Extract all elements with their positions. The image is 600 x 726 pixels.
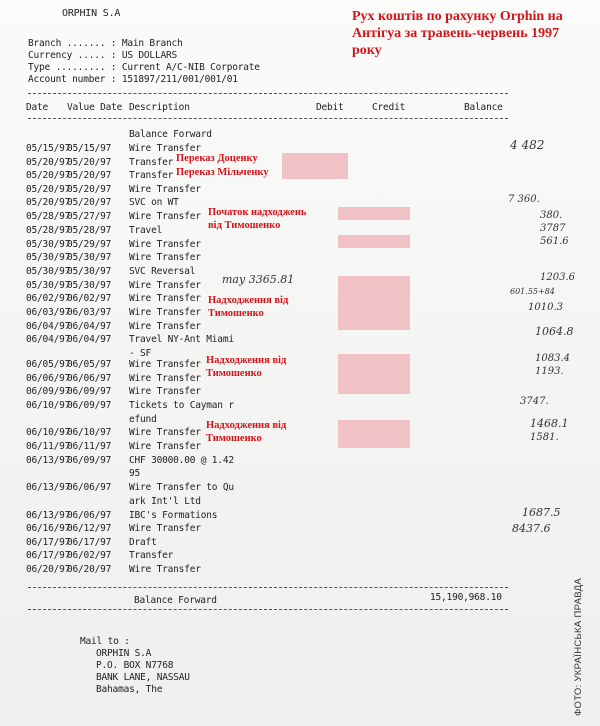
row-value-date: 05/20/97 [67,157,112,168]
row-value-date: 06/02/97 [67,293,112,304]
account-currency: Currency ..... : US DOLLARS [28,50,178,61]
handwritten-note: 1010.3 [528,302,563,313]
row-value-date: 06/06/97 [67,510,112,521]
row-date: 06/11/97 [26,441,71,452]
row-date: 06/13/97 [26,482,71,493]
row-description: Wire Transfer [129,359,201,370]
row-value-date: 06/12/97 [67,523,112,534]
row-value-date: 05/20/97 [67,170,112,181]
row-description: Wire Transfer [129,427,201,438]
note-milchenko: Переказ Мільченку [176,167,269,178]
row-date: 06/17/97 [26,537,71,548]
mail-line: P.O. BOX N7768 [96,660,174,671]
row-date: 05/30/97 [26,239,71,250]
row-description: Transfer [129,550,174,561]
row-value-date: 06/04/97 [67,321,112,332]
row-date: 05/20/97 [26,197,71,208]
row-date: 06/10/97 [26,400,71,411]
row-value-date: 05/15/97 [67,143,112,154]
row-description: Wire Transfer [129,211,201,222]
mail-line: Bahamas, The [96,684,163,695]
row-description: Wire Transfer [129,523,201,534]
mail-line: Mail to : [80,636,130,647]
handwritten-note: 1468.1 [530,417,569,430]
row-date: 05/30/97 [26,266,71,277]
row-description: SVC Reversal [129,266,196,277]
footer-rule-top [28,587,508,588]
handwritten-note: may 3365.81 [222,273,295,286]
footer-rule-bottom [28,609,508,610]
row-date: 06/16/97 [26,523,71,534]
row-description: Draft [129,537,157,548]
row-value-date: 06/10/97 [67,427,112,438]
row-value-date: 06/09/97 [67,386,112,397]
row-date: 05/28/97 [26,211,71,222]
row-date: 06/04/97 [26,321,71,332]
row-description: Wire Transfer [129,373,201,384]
highlight-2998000 [338,207,410,220]
mail-line: BANK LANE, NASSAU [96,672,190,683]
handwritten-note: 601.55+84 [510,287,555,296]
columns-rule [28,118,508,119]
row-value-date: 06/17/97 [67,537,112,548]
note-receipts-3b: Тимошенко [206,433,262,444]
row-description: Tickets to Cayman r [129,400,234,411]
handwritten-note: 3747. [520,396,549,407]
row-date: 06/17/97 [26,550,71,561]
account-number: Account number : 151897/211/001/001/01 [28,74,238,85]
col-value-date: Value Date [67,102,123,113]
row-description: 95 [129,468,141,479]
row-date: 06/02/97 [26,293,71,304]
row-description: Wire Transfer [129,321,201,332]
row-value-date: 06/06/97 [67,482,112,493]
row-description: Wire Transfer [129,307,201,318]
row-value-date: 05/30/97 [67,280,112,291]
row-description: Travel [129,225,163,236]
row-description: Wire Transfer [129,239,201,250]
row-value-date: 05/30/97 [67,252,112,263]
handwritten-note: 4 482 [510,138,545,152]
row-value-date: 06/11/97 [67,441,112,452]
row-description: Transfer [129,157,174,168]
row-date: 06/06/97 [26,373,71,384]
note-receipts-2b: Тимошенко [206,368,262,379]
note-receipts-3: Надходження від [206,420,287,431]
handwritten-note: 1581. [530,432,559,443]
row-description: efund [129,414,157,425]
row-date: 05/15/97 [26,143,71,154]
row-value-date: 05/27/97 [67,211,112,222]
handwritten-note: 380. [540,210,563,221]
handwritten-note: 3787 [540,223,566,234]
row-value-date: 05/28/97 [67,225,112,236]
handwritten-note: 1193. [535,366,564,377]
row-description: IBC's Formations [129,510,218,521]
footer-balance-label: Balance Forward [134,595,217,606]
note-receipts-2: Надходження від [206,355,287,366]
highlight-block-1 [338,276,410,330]
highlight-60000 [282,153,348,166]
handwritten-note: 561.6 [540,236,569,247]
row-date: 05/20/97 [26,157,71,168]
row-description: Wire Transfer [129,564,201,575]
row-date: 06/09/97 [26,386,71,397]
header-rule [28,93,508,94]
row-description: Wire Transfer to Qu [129,482,234,493]
row-date: 06/13/97 [26,510,71,521]
row-value-date: 05/29/97 [67,239,112,250]
row-value-date: 06/06/97 [67,373,112,384]
row-value-date: 05/30/97 [67,266,112,277]
row-value-date: 05/20/97 [67,184,112,195]
row-date: 06/10/97 [26,427,71,438]
row-value-date: 06/03/97 [67,307,112,318]
handwritten-note: 1687.5 [522,506,561,519]
col-description: Description [129,102,190,113]
row-date: 05/30/97 [26,280,71,291]
row-description: Balance Forward [129,129,212,140]
account-type: Type ......... : Current A/C-NIB Corporate [28,62,260,73]
row-date: 06/20/97 [26,564,71,575]
article-title: Рух коштів по рахунку Orphin на Антігуа за травень-червень 1997 року [352,9,563,58]
row-description: Travel NY-Ant Miami [129,334,234,345]
row-description: Wire Transfer [129,280,201,291]
row-description: Wire Transfer [129,184,201,195]
row-date: 05/30/97 [26,252,71,263]
row-description: ark Int'l Ltd [129,496,201,507]
row-date: 06/03/97 [26,307,71,318]
company-name: ORPHIN S.A [62,8,121,19]
footer-balance-value: 15,190,968.10 [430,592,502,603]
col-date: Date [26,102,49,113]
row-description: CHF 30000.00 @ 1.42 [129,455,234,466]
row-description: Wire Transfer [129,252,201,263]
row-value-date: 06/05/97 [67,359,112,370]
row-value-date: 06/09/97 [67,455,112,466]
highlight-500000 [282,166,348,179]
col-debit: Debit [316,102,344,113]
handwritten-note: 1203.6 [540,272,575,283]
col-balance: Balance [464,102,503,113]
highlight-block-3 [338,420,410,448]
highlight-block-2 [338,354,410,394]
row-description: SVC on WT [129,197,179,208]
row-value-date: 06/04/97 [67,334,112,345]
note-receipts-1b: Тимошенко [208,308,264,319]
handwritten-note: 1064.8 [535,325,574,338]
row-value-date: 06/02/97 [67,550,112,561]
mail-line: ORPHIN S.A [96,648,152,659]
row-value-date: 06/09/97 [67,400,112,411]
row-date: 05/28/97 [26,225,71,236]
row-description: Wire Transfer [129,143,201,154]
note-start-receipts: Початок надходжень [208,207,307,218]
row-description: Transfer [129,170,174,181]
row-description: Wire Transfer [129,441,201,452]
note-start-receipts-2: від Тимошенко [208,220,281,231]
row-value-date: 06/20/97 [67,564,112,575]
row-date: 06/05/97 [26,359,71,370]
row-date: 06/13/97 [26,455,71,466]
col-credit: Credit [372,102,406,113]
row-description: - SF [129,348,152,359]
row-description: Wire Transfer [129,293,201,304]
row-date: 06/04/97 [26,334,71,345]
note-receipts-1: Надходження від [208,295,289,306]
row-date: 05/20/97 [26,170,71,181]
handwritten-note: 7 360. [508,194,540,205]
note-dotsenko: Переказ Доценку [176,153,258,164]
row-description: Wire Transfer [129,386,201,397]
photo-credit: ФОТО: УКРАЇНСЬКА ПРАВДА [573,577,584,716]
account-branch: Branch ....... : Main Branch [28,38,183,49]
row-date: 05/20/97 [26,184,71,195]
highlight-1662000 [338,235,410,248]
handwritten-note: 1083.4 [535,353,570,364]
row-value-date: 05/20/97 [67,197,112,208]
handwritten-note: 8437.6 [512,522,551,535]
